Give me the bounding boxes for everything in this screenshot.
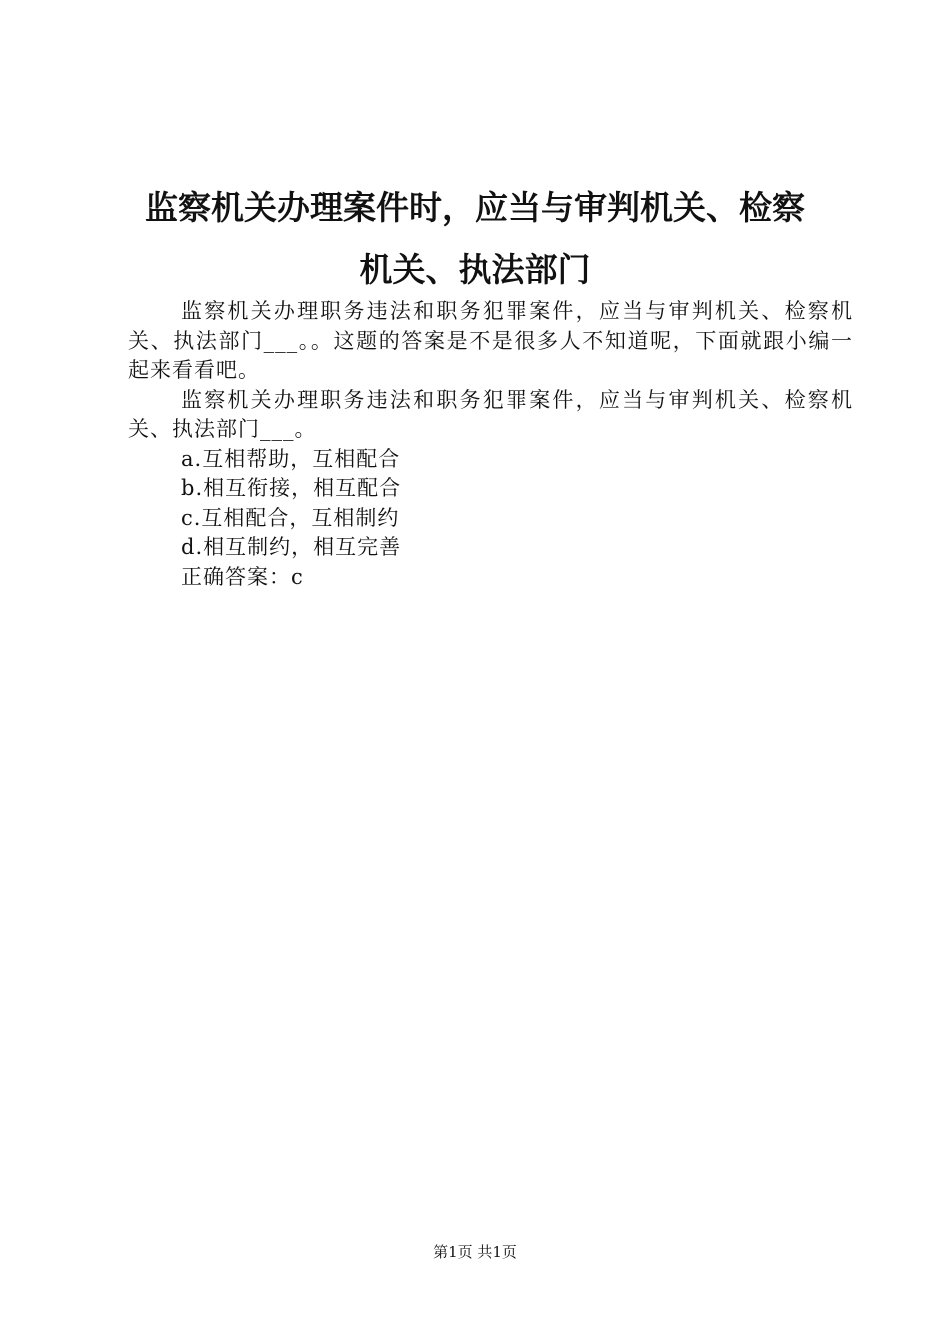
answer-line: 正确答案：c: [181, 564, 304, 589]
page-title-line-2: 机关、执法部门: [359, 250, 591, 289]
option-a: a.互相帮助，互相配合: [181, 446, 401, 471]
option-b: b.相互衔接，相互配合: [181, 476, 402, 500]
page-title-line-1: 监察机关办理案件时，应当与审判机关、检察: [145, 188, 805, 227]
page-number-footer: 第1页 共1页: [433, 1243, 517, 1261]
option-d: d.相互制约，相互完善: [181, 535, 402, 559]
document-body: [128, 297, 853, 592]
question-paragraph: 监察机关办理职务违法和职务犯罪案件，应当与审判机关、检察机关、执法部门___。: [128, 387, 853, 441]
option-c: c.互相配合，互相制约: [181, 505, 400, 530]
intro-paragraph: 监察机关办理职务违法和职务犯罪案件，应当与审判机关、检察机关、执法部门___。。这题的答案是不是很多人不知道呢，下面就跟小编一起来看看吧。: [128, 299, 853, 382]
